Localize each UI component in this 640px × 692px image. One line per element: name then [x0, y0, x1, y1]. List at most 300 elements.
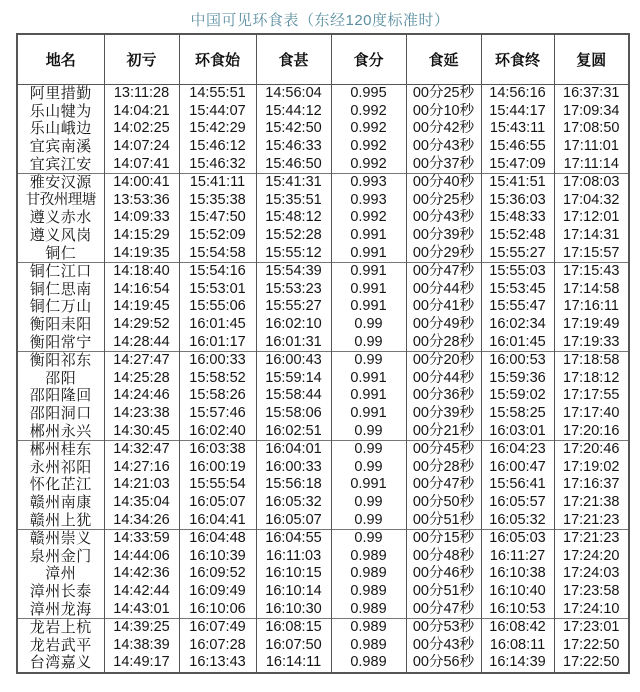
- cell-duration: 00分25秒: [406, 85, 481, 103]
- cell-annular-end: 15:52:48: [481, 227, 554, 245]
- cell-last-contact: 17:04:32: [554, 192, 629, 210]
- cell-annular-end: 16:01:45: [481, 333, 554, 351]
- cell-place: 赣州南康: [17, 494, 104, 512]
- cell-annular-end: 16:08:42: [481, 618, 554, 636]
- cell-duration: 00分42秒: [406, 120, 481, 138]
- table-row: [17, 298, 629, 316]
- table-row: [17, 262, 629, 280]
- table-row: [17, 85, 629, 103]
- cell-annular-end: 16:05:57: [481, 494, 554, 512]
- cell-maximum: 15:59:14: [256, 370, 331, 388]
- cell-maximum: 15:46:33: [256, 138, 331, 156]
- cell-first-contact: 14:42:44: [104, 583, 179, 601]
- table-row: [17, 583, 629, 601]
- cell-maximum: 16:11:03: [256, 547, 331, 565]
- cell-magnitude: 0.99: [331, 494, 406, 512]
- table-row: [17, 405, 629, 423]
- cell-maximum: 15:53:23: [256, 281, 331, 299]
- cell-maximum: 15:46:50: [256, 155, 331, 173]
- eclipse-table: [16, 33, 630, 674]
- cell-duration: 00分43秒: [406, 636, 481, 654]
- cell-maximum: 15:42:50: [256, 120, 331, 138]
- cell-maximum: 16:14:11: [256, 654, 331, 673]
- cell-magnitude: 0.989: [331, 565, 406, 583]
- cell-last-contact: 17:21:23: [554, 511, 629, 529]
- cell-annular-start: 15:52:09: [179, 227, 256, 245]
- cell-first-contact: 14:19:45: [104, 298, 179, 316]
- cell-annular-end: 16:03:01: [481, 422, 554, 440]
- cell-annular-end: 15:55:03: [481, 262, 554, 280]
- cell-maximum: 16:01:31: [256, 333, 331, 351]
- cell-first-contact: 14:43:01: [104, 600, 179, 618]
- cell-place: 宜宾南溪: [17, 138, 104, 156]
- cell-annular-start: 16:10:39: [179, 547, 256, 565]
- cell-first-contact: 14:35:04: [104, 494, 179, 512]
- cell-annular-start: 16:13:43: [179, 654, 256, 673]
- cell-magnitude: 0.991: [331, 405, 406, 423]
- cell-last-contact: 17:15:57: [554, 244, 629, 262]
- cell-duration: 00分36秒: [406, 387, 481, 405]
- cell-annular-end: 16:04:23: [481, 440, 554, 458]
- cell-annular-start: 15:57:46: [179, 405, 256, 423]
- cell-magnitude: 0.991: [331, 227, 406, 245]
- cell-duration: 00分28秒: [406, 333, 481, 351]
- cell-place: 乐山峨边: [17, 120, 104, 138]
- cell-first-contact: 14:07:41: [104, 155, 179, 173]
- cell-duration: 00分49秒: [406, 316, 481, 334]
- cell-last-contact: 17:14:31: [554, 227, 629, 245]
- cell-maximum: 15:56:18: [256, 476, 331, 494]
- table-row: [17, 494, 629, 512]
- cell-place: 漳州: [17, 565, 104, 583]
- cell-place: 龙岩武平: [17, 636, 104, 654]
- cell-first-contact: 14:24:46: [104, 387, 179, 405]
- cell-duration: 00分51秒: [406, 511, 481, 529]
- cell-duration: 00分48秒: [406, 547, 481, 565]
- cell-maximum: 16:05:07: [256, 511, 331, 529]
- cell-annular-start: 16:07:49: [179, 618, 256, 636]
- cell-last-contact: 17:19:49: [554, 316, 629, 334]
- cell-annular-start: 16:02:40: [179, 422, 256, 440]
- cell-maximum: 15:41:31: [256, 173, 331, 191]
- cell-first-contact: 14:38:39: [104, 636, 179, 654]
- table-row: [17, 351, 629, 369]
- cell-annular-end: 15:46:55: [481, 138, 554, 156]
- table-row: [17, 192, 629, 210]
- cell-duration: 00分46秒: [406, 565, 481, 583]
- cell-annular-end: 15:36:03: [481, 192, 554, 210]
- cell-annular-end: 15:58:25: [481, 405, 554, 423]
- cell-first-contact: 14:16:54: [104, 281, 179, 299]
- cell-magnitude: 0.989: [331, 583, 406, 601]
- cell-duration: 00分20秒: [406, 351, 481, 369]
- cell-first-contact: 14:33:59: [104, 529, 179, 547]
- cell-annular-end: 15:44:17: [481, 103, 554, 121]
- cell-maximum: 16:07:50: [256, 636, 331, 654]
- cell-annular-start: 14:55:51: [179, 85, 256, 103]
- table-row: [17, 565, 629, 583]
- cell-annular-end: 16:00:47: [481, 458, 554, 476]
- cell-duration: 00分21秒: [406, 422, 481, 440]
- cell-maximum: 16:05:32: [256, 494, 331, 512]
- cell-first-contact: 14:19:35: [104, 244, 179, 262]
- cell-place: 泉州金门: [17, 547, 104, 565]
- cell-annular-start: 15:42:29: [179, 120, 256, 138]
- cell-magnitude: 0.99: [331, 422, 406, 440]
- cell-magnitude: 0.991: [331, 244, 406, 262]
- cell-magnitude: 0.992: [331, 103, 406, 121]
- cell-place: 铜仁思南: [17, 281, 104, 299]
- cell-first-contact: 14:07:24: [104, 138, 179, 156]
- cell-maximum: 16:00:43: [256, 351, 331, 369]
- cell-magnitude: 0.99: [331, 316, 406, 334]
- cell-duration: 00分43秒: [406, 209, 481, 227]
- cell-last-contact: 17:16:11: [554, 298, 629, 316]
- cell-last-contact: 17:20:16: [554, 422, 629, 440]
- cell-first-contact: 14:09:33: [104, 209, 179, 227]
- cell-first-contact: 13:11:28: [104, 85, 179, 103]
- cell-last-contact: 17:14:58: [554, 281, 629, 299]
- cell-place: 赣州崇义: [17, 529, 104, 547]
- cell-magnitude: 0.99: [331, 511, 406, 529]
- cell-annular-end: 16:10:53: [481, 600, 554, 618]
- cell-annular-end: 16:10:40: [481, 583, 554, 601]
- cell-magnitude: 0.989: [331, 547, 406, 565]
- table-row: [17, 458, 629, 476]
- cell-magnitude: 0.99: [331, 333, 406, 351]
- cell-place: 郴州永兴: [17, 422, 104, 440]
- cell-place: 阿里措勤: [17, 85, 104, 103]
- cell-annular-start: 15:54:58: [179, 244, 256, 262]
- col-header-annular-start: 环食始: [179, 34, 256, 85]
- cell-maximum: 15:44:12: [256, 103, 331, 121]
- cell-place: 龙岩上杭: [17, 618, 104, 636]
- cell-annular-end: 16:05:03: [481, 529, 554, 547]
- cell-maximum: 15:58:44: [256, 387, 331, 405]
- cell-annular-end: 14:56:16: [481, 85, 554, 103]
- table-row: [17, 103, 629, 121]
- table-title: 中国可见环食表（东经120度标准时）: [190, 12, 450, 29]
- cell-place: 邵阳隆回: [17, 387, 104, 405]
- cell-annular-start: 16:09:49: [179, 583, 256, 601]
- col-header-annular-end: 环食终: [481, 34, 554, 85]
- table-row: [17, 227, 629, 245]
- cell-duration: 00分10秒: [406, 103, 481, 121]
- cell-first-contact: 14:02:25: [104, 120, 179, 138]
- cell-magnitude: 0.991: [331, 281, 406, 299]
- cell-place: 台湾嘉义: [17, 654, 104, 673]
- cell-place: 郴州桂东: [17, 440, 104, 458]
- cell-magnitude: 0.99: [331, 351, 406, 369]
- cell-maximum: 16:04:01: [256, 440, 331, 458]
- table-row: [17, 316, 629, 334]
- cell-duration: 00分47秒: [406, 262, 481, 280]
- cell-maximum: 15:52:28: [256, 227, 331, 245]
- cell-duration: 00分41秒: [406, 298, 481, 316]
- cell-last-contact: 17:09:34: [554, 103, 629, 121]
- cell-duration: 00分43秒: [406, 138, 481, 156]
- table-row: [17, 636, 629, 654]
- cell-duration: 00分37秒: [406, 155, 481, 173]
- cell-magnitude: 0.99: [331, 440, 406, 458]
- cell-annular-end: 16:00:53: [481, 351, 554, 369]
- cell-maximum: 16:04:55: [256, 529, 331, 547]
- cell-last-contact: 17:18:12: [554, 370, 629, 388]
- cell-place: 衡阳常宁: [17, 333, 104, 351]
- table-row: [17, 244, 629, 262]
- table-row: [17, 476, 629, 494]
- cell-duration: 00分47秒: [406, 600, 481, 618]
- cell-duration: 00分25秒: [406, 192, 481, 210]
- header-row: [17, 34, 629, 85]
- table-row: [17, 654, 629, 673]
- table-row: [17, 422, 629, 440]
- cell-annular-start: 16:05:07: [179, 494, 256, 512]
- col-header-magnitude: 食分: [331, 34, 406, 85]
- table-row: [17, 209, 629, 227]
- cell-first-contact: 14:27:47: [104, 351, 179, 369]
- table-row: [17, 155, 629, 173]
- cell-first-contact: 14:44:06: [104, 547, 179, 565]
- col-header-duration: 食延: [406, 34, 481, 85]
- cell-maximum: 15:55:12: [256, 244, 331, 262]
- cell-first-contact: 14:28:44: [104, 333, 179, 351]
- cell-magnitude: 0.992: [331, 155, 406, 173]
- table-row: [17, 138, 629, 156]
- table-row: [17, 529, 629, 547]
- cell-magnitude: 0.991: [331, 262, 406, 280]
- cell-annular-end: 16:14:39: [481, 654, 554, 673]
- table-row: [17, 120, 629, 138]
- cell-last-contact: 17:18:58: [554, 351, 629, 369]
- table-row: [17, 511, 629, 529]
- cell-annular-end: 15:59:02: [481, 387, 554, 405]
- cell-annular-end: 15:41:51: [481, 173, 554, 191]
- cell-annular-start: 15:46:32: [179, 155, 256, 173]
- cell-last-contact: 17:23:58: [554, 583, 629, 601]
- table-row: [17, 440, 629, 458]
- cell-maximum: 16:00:33: [256, 458, 331, 476]
- cell-annular-end: 15:43:11: [481, 120, 554, 138]
- cell-annular-start: 16:01:45: [179, 316, 256, 334]
- cell-annular-end: 16:10:38: [481, 565, 554, 583]
- cell-place: 雅安汉源: [17, 173, 104, 191]
- cell-last-contact: 17:24:03: [554, 565, 629, 583]
- cell-annular-start: 16:03:38: [179, 440, 256, 458]
- col-header-last-contact: 复圆: [554, 34, 629, 85]
- cell-magnitude: 0.992: [331, 138, 406, 156]
- cell-magnitude: 0.993: [331, 173, 406, 191]
- cell-maximum: 15:58:06: [256, 405, 331, 423]
- cell-annular-start: 16:10:06: [179, 600, 256, 618]
- cell-place: 怀化芷江: [17, 476, 104, 494]
- cell-first-contact: 14:23:38: [104, 405, 179, 423]
- cell-last-contact: 17:19:33: [554, 333, 629, 351]
- cell-place: 遵义赤水: [17, 209, 104, 227]
- cell-magnitude: 0.99: [331, 529, 406, 547]
- cell-last-contact: 17:19:02: [554, 458, 629, 476]
- cell-annular-end: 15:53:45: [481, 281, 554, 299]
- cell-duration: 00分39秒: [406, 227, 481, 245]
- cell-maximum: 15:55:27: [256, 298, 331, 316]
- cell-maximum: 15:54:39: [256, 262, 331, 280]
- cell-maximum: 15:35:51: [256, 192, 331, 210]
- cell-first-contact: 14:04:21: [104, 103, 179, 121]
- cell-duration: 00分40秒: [406, 173, 481, 191]
- cell-magnitude: 0.992: [331, 209, 406, 227]
- cell-place: 衡阳祁东: [17, 351, 104, 369]
- cell-first-contact: 14:34:26: [104, 511, 179, 529]
- cell-annular-start: 15:47:50: [179, 209, 256, 227]
- cell-annular-start: 15:58:26: [179, 387, 256, 405]
- cell-first-contact: 14:39:25: [104, 618, 179, 636]
- cell-annular-start: 16:00:19: [179, 458, 256, 476]
- cell-last-contact: 17:22:50: [554, 654, 629, 673]
- cell-annular-start: 16:01:17: [179, 333, 256, 351]
- cell-last-contact: 17:11:14: [554, 155, 629, 173]
- table-row: [17, 547, 629, 565]
- cell-last-contact: 17:15:43: [554, 262, 629, 280]
- cell-place: 铜仁万山: [17, 298, 104, 316]
- cell-maximum: 15:48:12: [256, 209, 331, 227]
- table-row: [17, 387, 629, 405]
- cell-duration: 00分47秒: [406, 476, 481, 494]
- cell-duration: 00分15秒: [406, 529, 481, 547]
- col-header-place: 地名: [17, 34, 104, 85]
- cell-duration: 00分53秒: [406, 618, 481, 636]
- cell-magnitude: 0.991: [331, 476, 406, 494]
- cell-first-contact: 14:18:40: [104, 262, 179, 280]
- cell-duration: 00分44秒: [406, 370, 481, 388]
- cell-annular-end: 16:11:27: [481, 547, 554, 565]
- cell-annular-end: 15:55:27: [481, 244, 554, 262]
- cell-annular-start: 15:35:38: [179, 192, 256, 210]
- cell-place: 漳州龙海: [17, 600, 104, 618]
- table-row: [17, 333, 629, 351]
- cell-first-contact: 14:27:16: [104, 458, 179, 476]
- cell-annular-end: 15:47:09: [481, 155, 554, 173]
- cell-last-contact: 17:21:23: [554, 529, 629, 547]
- cell-duration: 00分51秒: [406, 583, 481, 601]
- cell-place: 永州祁阳: [17, 458, 104, 476]
- cell-place: 乐山犍为: [17, 103, 104, 121]
- cell-magnitude: 0.995: [331, 85, 406, 103]
- cell-duration: 00分44秒: [406, 281, 481, 299]
- table-row: [17, 600, 629, 618]
- cell-maximum: 16:02:51: [256, 422, 331, 440]
- cell-annular-end: 15:55:47: [481, 298, 554, 316]
- cell-place: 衡阳耒阳: [17, 316, 104, 334]
- cell-last-contact: 17:20:46: [554, 440, 629, 458]
- cell-annular-start: 15:53:01: [179, 281, 256, 299]
- cell-first-contact: 13:53:36: [104, 192, 179, 210]
- cell-last-contact: 17:24:20: [554, 547, 629, 565]
- cell-annular-end: 16:02:34: [481, 316, 554, 334]
- cell-annular-end: 15:48:33: [481, 209, 554, 227]
- cell-magnitude: 0.989: [331, 600, 406, 618]
- cell-annular-start: 15:46:12: [179, 138, 256, 156]
- cell-first-contact: 14:15:29: [104, 227, 179, 245]
- cell-last-contact: 17:22:50: [554, 636, 629, 654]
- cell-last-contact: 17:12:01: [554, 209, 629, 227]
- cell-last-contact: 17:16:37: [554, 476, 629, 494]
- cell-magnitude: 0.993: [331, 192, 406, 210]
- cell-place: 铜仁: [17, 244, 104, 262]
- cell-maximum: 16:10:30: [256, 600, 331, 618]
- cell-maximum: 16:10:14: [256, 583, 331, 601]
- cell-annular-start: 15:58:52: [179, 370, 256, 388]
- cell-annular-start: 16:09:52: [179, 565, 256, 583]
- cell-annular-end: 16:08:11: [481, 636, 554, 654]
- cell-first-contact: 14:25:28: [104, 370, 179, 388]
- cell-last-contact: 17:24:10: [554, 600, 629, 618]
- cell-last-contact: 17:17:40: [554, 405, 629, 423]
- cell-magnitude: 0.991: [331, 370, 406, 388]
- cell-annular-start: 15:44:07: [179, 103, 256, 121]
- cell-maximum: 14:56:04: [256, 85, 331, 103]
- cell-maximum: 16:10:15: [256, 565, 331, 583]
- cell-duration: 00分28秒: [406, 458, 481, 476]
- col-header-maximum: 食甚: [256, 34, 331, 85]
- cell-place: 赣州上犹: [17, 511, 104, 529]
- cell-magnitude: 0.989: [331, 654, 406, 673]
- cell-annular-end: 15:59:36: [481, 370, 554, 388]
- cell-last-contact: 17:21:38: [554, 494, 629, 512]
- cell-last-contact: 17:08:50: [554, 120, 629, 138]
- cell-first-contact: 14:30:45: [104, 422, 179, 440]
- cell-magnitude: 0.99: [331, 458, 406, 476]
- cell-magnitude: 0.989: [331, 636, 406, 654]
- cell-last-contact: 17:11:01: [554, 138, 629, 156]
- table-row: [17, 281, 629, 299]
- cell-last-contact: 16:37:31: [554, 85, 629, 103]
- cell-last-contact: 17:17:55: [554, 387, 629, 405]
- table-row: [17, 370, 629, 388]
- table-row: [17, 618, 629, 636]
- cell-duration: 00分39秒: [406, 405, 481, 423]
- cell-annular-start: 15:54:16: [179, 262, 256, 280]
- table-row: [17, 173, 629, 191]
- cell-first-contact: 14:21:03: [104, 476, 179, 494]
- cell-annular-start: 15:55:06: [179, 298, 256, 316]
- cell-duration: 00分29秒: [406, 244, 481, 262]
- cell-annular-start: 15:41:11: [179, 173, 256, 191]
- cell-last-contact: 17:08:03: [554, 173, 629, 191]
- cell-first-contact: 14:32:47: [104, 440, 179, 458]
- cell-annular-end: 15:56:41: [481, 476, 554, 494]
- cell-annular-start: 16:04:41: [179, 511, 256, 529]
- cell-annular-start: 16:00:33: [179, 351, 256, 369]
- cell-maximum: 16:02:10: [256, 316, 331, 334]
- cell-place: 遵义风岗: [17, 227, 104, 245]
- cell-magnitude: 0.991: [331, 387, 406, 405]
- cell-maximum: 16:08:15: [256, 618, 331, 636]
- cell-magnitude: 0.989: [331, 618, 406, 636]
- cell-first-contact: 14:42:36: [104, 565, 179, 583]
- cell-place: 漳州长泰: [17, 583, 104, 601]
- cell-annular-start: 15:55:54: [179, 476, 256, 494]
- cell-first-contact: 14:00:41: [104, 173, 179, 191]
- cell-first-contact: 14:49:17: [104, 654, 179, 673]
- cell-first-contact: 14:29:52: [104, 316, 179, 334]
- cell-annular-start: 16:07:28: [179, 636, 256, 654]
- table-body: [17, 85, 629, 673]
- cell-place: 宜宾江安: [17, 155, 104, 173]
- cell-annular-start: 16:04:48: [179, 529, 256, 547]
- cell-place: 甘孜州理塘: [17, 192, 104, 210]
- cell-magnitude: 0.992: [331, 120, 406, 138]
- col-header-first-contact: 初亏: [104, 34, 179, 85]
